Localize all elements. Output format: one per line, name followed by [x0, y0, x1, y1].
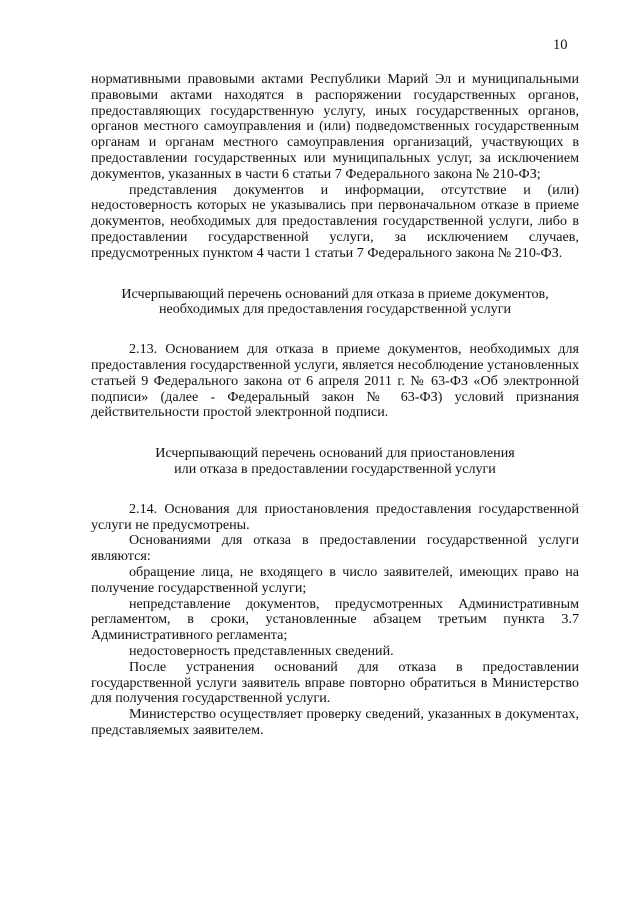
heading-line: Исчерпывающий перечень оснований для отказа в приеме документов,: [121, 285, 549, 302]
paragraph-2-14: 2.14. Основания для приостановления предоставления государственной услуги не предусмотрены.: [91, 500, 579, 533]
page-number: 10: [553, 37, 568, 53]
section-heading-suspension-refusal: [91, 446, 579, 478]
heading-line: необходимых для предоставления государственной услуги: [158, 301, 512, 318]
paragraph-documents-info: представления документов и информации, отсутствие и (или) недостоверность которых не указывались при первоначальном отказе в приеме документов, необходимых для предоставления государственной услуги, либо в предоставлении государственной услуги, за исключением случаев, предусмотренных пунктом 4 части 1 статьи 7 Федерального закона № 210-ФЗ.: [91, 181, 579, 261]
list-item: недостоверность представленных сведений.: [129, 642, 394, 659]
paragraph-refusal-grounds: Основаниями для отказа в предоставлении государственной услуги являются:: [91, 532, 579, 565]
paragraph-verification: Министерство осуществляет проверку сведений, указанных в документах, представляемых заявителем.: [91, 706, 579, 738]
list-item: обращение лица, не входящего в число заявителей, имеющих право на получение государственной услуги;: [91, 563, 579, 596]
section-heading-refusal-acceptance: [91, 287, 579, 319]
heading-line: Исчерпывающий перечень оснований для приостановления: [155, 445, 515, 462]
paragraph-2-13: 2.13. Основанием для отказа в приеме документов, необходимых для предоставления государственной услуги, является несоблюдение установленных статьей 9 Федерального закона от 6 апреля 2011 г. № 63-ФЗ «Об электронной подписи» (далее - Федеральный закон № 63-ФЗ) условий признания действительности простой электронной подписи.: [91, 341, 579, 421]
paragraph-continuation: нормативными правовыми актами Республики Марий Эл и муниципальными правовыми актами находятся в распоряжении государственных органов, предоставляющих государственную услугу, иных государственных органов, органов местного самоуправления и (или) подведомственных государственным органам и органам местного самоуправления организаций, участвующих в предоставлении государственных или муниципальных услуг, за исключением документов, указанных в части 6 статьи 7 Федерального закона № 210-ФЗ;: [91, 71, 579, 182]
document-body: [91, 72, 579, 739]
heading-line: или отказа в предоставлении государственной услуги: [174, 460, 496, 477]
paragraph-reapply: После устранения оснований для отказа в предоставлении государственной услуги заявитель вправе повторно обратиться в Министерство для получения государственной услуги.: [91, 658, 579, 707]
list-item: непредставление документов, предусмотренных Административным регламентом, в сроки, установленные абзацем третьим пункта 3.7 Административного регламента;: [91, 595, 579, 644]
